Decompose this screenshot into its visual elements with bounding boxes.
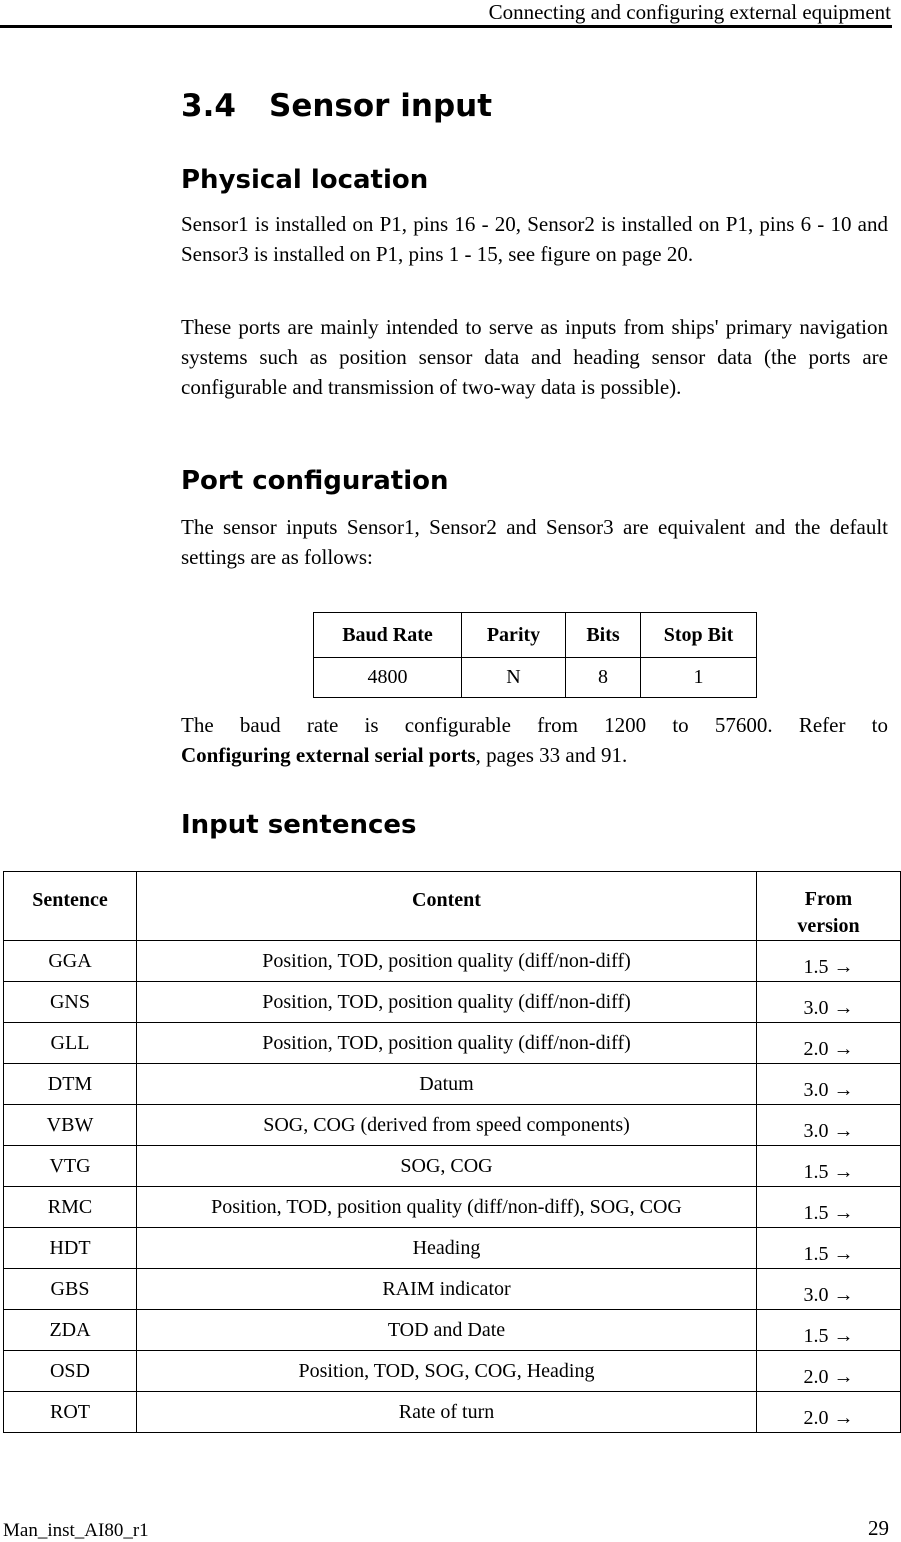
header-baud-rate: Baud Rate	[314, 613, 462, 658]
cell-stop-bit: 1	[641, 658, 757, 698]
cell-version: 1.5 →	[757, 1228, 901, 1269]
table-header-row	[4, 872, 901, 941]
heading-physical-location: Physical location	[181, 165, 429, 195]
table-row	[4, 1187, 901, 1228]
cell-version: 1.5 →	[757, 1310, 901, 1351]
cell-sentence: VTG	[4, 1146, 137, 1187]
table-row	[4, 1064, 901, 1105]
cell-content: Position, TOD, position quality (diff/non-diff)	[137, 1023, 757, 1064]
cell-content: RAIM indicator	[137, 1269, 757, 1310]
table-header-row	[314, 613, 757, 658]
cell-parity: N	[462, 658, 566, 698]
cell-version: 2.0 →	[757, 1392, 901, 1433]
cell-sentence: GNS	[4, 982, 137, 1023]
section-title-text: Sensor input	[269, 88, 493, 124]
cell-version: 3.0 →	[757, 982, 901, 1023]
cell-version: 3.0 →	[757, 1064, 901, 1105]
header-rule	[0, 25, 892, 28]
cell-content: SOG, COG	[137, 1146, 757, 1187]
header-version: version	[797, 915, 860, 937]
cell-sentence: ZDA	[4, 1310, 137, 1351]
configuring-serial-ports-reference: Configuring external serial ports	[181, 743, 476, 767]
table-row	[4, 1351, 901, 1392]
cell-content: Position, TOD, position quality (diff/non-diff)	[137, 982, 757, 1023]
table-row	[4, 1392, 901, 1433]
table-row	[314, 658, 757, 698]
cell-sentence: GGA	[4, 941, 137, 982]
cell-bits: 8	[566, 658, 641, 698]
section-title	[181, 86, 492, 126]
table-row	[4, 982, 901, 1023]
cell-content: Position, TOD, SOG, COG, Heading	[137, 1351, 757, 1392]
cell-baud-rate: 4800	[314, 658, 462, 698]
input-sentences-table	[3, 871, 901, 1433]
page-number: 29	[868, 1516, 889, 1540]
table-row	[4, 941, 901, 982]
cell-sentence: ROT	[4, 1392, 137, 1433]
heading-port-configuration: Port configuration	[181, 466, 449, 496]
cell-version: 3.0 →	[757, 1105, 901, 1146]
port-settings-table	[313, 612, 757, 698]
header-content: Content	[137, 872, 757, 941]
cell-content: TOD and Date	[137, 1310, 757, 1351]
cell-version: 1.5 →	[757, 1187, 901, 1228]
cell-content: SOG, COG (derived from speed components)	[137, 1105, 757, 1146]
table-row	[4, 1269, 901, 1310]
table-row	[4, 1023, 901, 1064]
cell-sentence: VBW	[4, 1105, 137, 1146]
sentences-body	[4, 941, 901, 1433]
table-row	[4, 1310, 901, 1351]
header-sentence: Sentence	[4, 872, 137, 941]
section-number: 3.4	[181, 88, 236, 124]
cell-content: Position, TOD, position quality (diff/non-diff), SOG, COG	[137, 1187, 757, 1228]
physical-location-paragraph-1: Sensor1 is installed on P1, pins 16 - 20, Sensor2 is installed on P1, pins 6 - 10 and Sensor3 is installed on P1, pins 1 - 15, see figure on page 20.	[181, 212, 888, 266]
cell-version: 3.0 →	[757, 1269, 901, 1310]
cell-sentence: DTM	[4, 1064, 137, 1105]
cell-sentence: RMC	[4, 1187, 137, 1228]
cell-version: 2.0 →	[757, 1351, 901, 1392]
cell-content: Position, TOD, position quality (diff/non-diff)	[137, 941, 757, 982]
cell-sentence: GBS	[4, 1269, 137, 1310]
cell-content: Rate of turn	[137, 1392, 757, 1433]
table-row	[4, 1228, 901, 1269]
document-id: Man_inst_AI80_r1	[3, 1520, 149, 1541]
table-row	[4, 1146, 901, 1187]
cell-version: 2.0 →	[757, 1023, 901, 1064]
header-bits: Bits	[566, 613, 641, 658]
pages-reference: , pages 33 and 91.	[475, 743, 628, 767]
cell-content: Datum	[137, 1064, 757, 1105]
heading-input-sentences: Input sentences	[181, 810, 417, 840]
cell-version: 1.5 →	[757, 1146, 901, 1187]
running-header: Connecting and configuring external equipment	[488, 0, 891, 24]
header-from: From	[804, 888, 853, 910]
cell-version: 1.5 →	[757, 941, 901, 982]
cell-sentence: HDT	[4, 1228, 137, 1269]
cell-sentence: GLL	[4, 1023, 137, 1064]
physical-location-paragraph-2: These ports are mainly intended to serve as inputs from ships' primary navigation systems such as position sensor data and heading sensor data (the ports are configurable and transmission of two-way data is possible).	[181, 315, 888, 399]
baud-rate-note-line-2	[181, 740, 888, 770]
header-stop-bit: Stop Bit	[641, 613, 757, 658]
header-from-version	[757, 872, 901, 941]
table-row	[4, 1105, 901, 1146]
header-parity: Parity	[462, 613, 566, 658]
baud-rate-note-line-1: The baud rate is configurable from 1200 to 57600. Refer to	[181, 713, 888, 737]
cell-sentence: OSD	[4, 1351, 137, 1392]
cell-content: Heading	[137, 1228, 757, 1269]
port-configuration-paragraph: The sensor inputs Sensor1, Sensor2 and Sensor3 are equivalent and the default settings are as follows:	[181, 515, 888, 569]
